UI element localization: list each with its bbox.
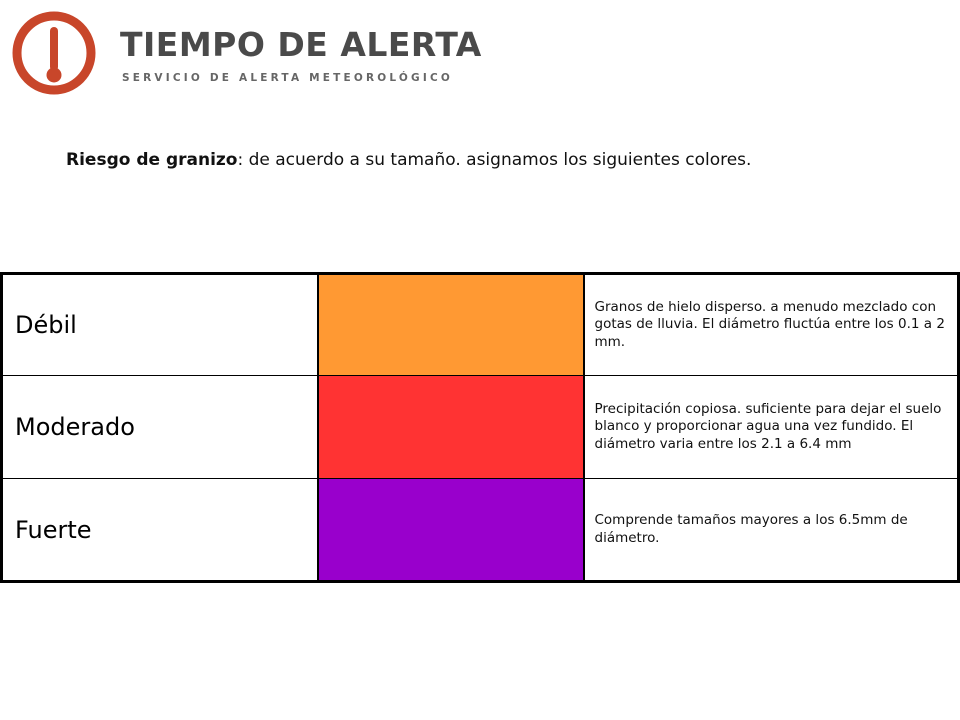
level-label-moderado: Moderado [2,376,318,479]
table-row [2,479,959,582]
color-swatch-debil [318,274,584,376]
description-debil: Granos de hielo disperso. a menudo mezclado con gotas de lluvia. El diámetro fluctúa entre los 0.1 a 2 mm. [584,274,959,376]
level-label-debil: Débil [2,274,318,376]
intro-text: : de acuerdo a su tamaño. asignamos los siguientes colores. [237,150,752,170]
brand-title: TIEMPO DE ALERTA [120,25,482,64]
level-label-fuerte: Fuerte [2,479,318,582]
thermometer-exclamation-icon [10,9,98,97]
brand-subtitle: SERVICIO DE ALERTA METEOROLÓGICO [122,72,454,84]
table-row [2,274,959,376]
color-swatch-moderado [318,376,584,479]
logo-thermometer-bulb [47,68,62,83]
intro-bold-lead: Riesgo de granizo [66,150,238,170]
logo-thermometer-stem [50,27,58,71]
table-row [2,376,959,479]
description-fuerte: Comprende tamaños mayores a los 6.5mm de diámetro. [584,479,959,582]
description-moderado: Precipitación copiosa. suficiente para dejar el suelo blanco y proporcionar agua una vez fundido. El diámetro varia entre los 2.1 a 6.4 mm [584,376,959,479]
color-swatch-fuerte [318,479,584,582]
intro-paragraph [66,148,866,173]
hail-risk-table [0,272,960,583]
